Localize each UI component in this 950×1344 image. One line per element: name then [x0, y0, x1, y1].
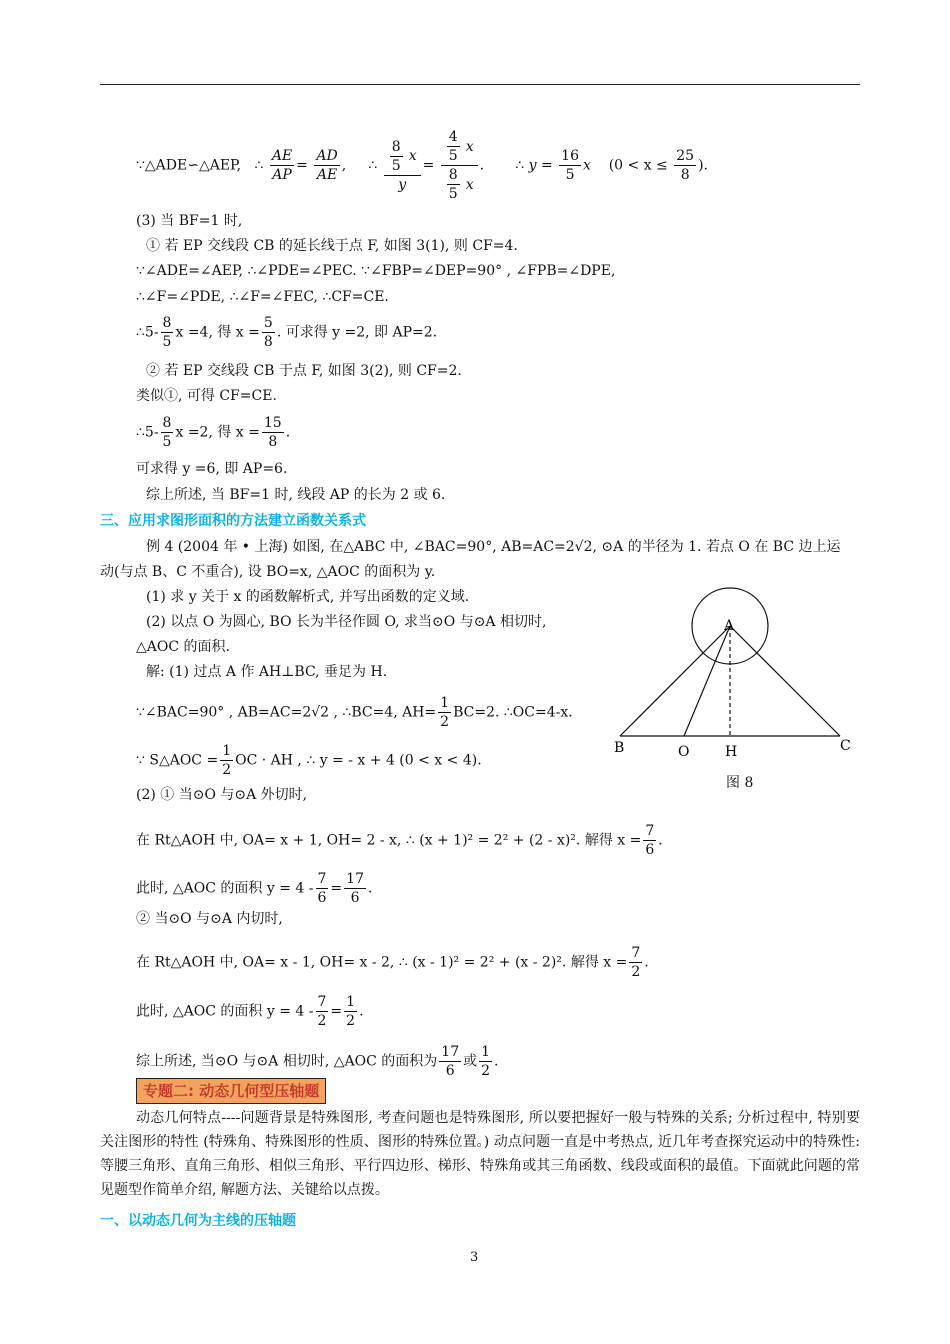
den: [441, 166, 478, 203]
num: 1: [481, 1044, 491, 1060]
figure-caption: 图 8: [726, 775, 754, 791]
text: .: [359, 1003, 364, 1020]
fraction: [479, 1043, 492, 1080]
text-line: △AOC 的面积.: [136, 639, 230, 655]
num: 1: [440, 695, 450, 711]
text: ∵∠BAC=90° , AB=AC=2√2 , ∴BC=4, AH=: [136, 704, 437, 721]
var: x: [408, 148, 417, 164]
num: 1: [346, 994, 356, 1010]
topic-title: 专题二: 动态几何型压轴题: [136, 1078, 326, 1104]
similarity-line: ∵△ADE∽△AEP, ∴ $\frac{AE}{AP}$ = $\frac{AD}{AE}$ , ∴ $\frac{8}{5}$ x y = $\frac{4}{5}$ x $\frac{8}{5}$ x . ∴ y = $\frac{16}{5}$ x (0 < x ≤ $\frac{25}{8}$ ).: [136, 129, 708, 202]
text-line: [136, 742, 482, 779]
side-ab: [620, 626, 730, 736]
section-heading: 一、以动态几何为主线的压轴题: [100, 1213, 296, 1229]
fraction: [439, 1043, 461, 1080]
text: ).: [698, 157, 708, 174]
text: .: [658, 832, 663, 849]
text-line: 例 4 (2004 年 • 上海) 如图, 在△ABC 中, ∠BAC=90°, AB=AC=2√2, ⊙A 的半径为 1. 若点 O 在 BC 边上运: [146, 539, 841, 555]
text-line: [136, 1043, 498, 1080]
text-line: (3) 当 BF=1 时,: [136, 213, 243, 229]
num: 7: [645, 823, 655, 839]
text: x =2, 得 x =: [175, 424, 260, 441]
text: =: [330, 880, 343, 897]
text-line: (2) ① 当⊙O 与⊙A 外切时,: [136, 787, 308, 803]
label-a: A: [724, 618, 735, 634]
text: ∴: [515, 157, 525, 174]
figure-8-diagram: [600, 580, 870, 800]
fraction: [161, 414, 174, 451]
text-line: ① 若 EP 交线段 CB 的延长线于点 F, 如图 3(1), 则 CF=4.: [146, 238, 518, 254]
text-line: ② 当⊙O 与⊙A 内切时,: [136, 911, 283, 927]
text-line: (2) 以点 O 为圆心, BO 长为半径作圆 O, 求当⊙O 与⊙A 相切时,: [146, 614, 547, 630]
text-line: (1) 求 y 关于 x 的函数解析式, 并写出函数的定义域.: [146, 589, 470, 605]
text: OC · AH , ∴ y = - x + 4 (0 < x < 4).: [235, 752, 482, 769]
fraction: [316, 870, 329, 907]
den: 2: [631, 964, 641, 980]
den: 5: [448, 148, 458, 164]
text: 在 Rt△AOH 中, OA= x + 1, OH= 2 - x, ∴ (x + 1)² = 2² + (2 - x)². 解得 x =: [136, 832, 642, 849]
den: 6: [317, 890, 327, 906]
num: 8: [391, 138, 401, 155]
den: 6: [645, 842, 655, 858]
den: 8: [263, 334, 273, 350]
num: 7: [631, 945, 641, 961]
page-number: 3: [470, 1250, 479, 1265]
den: 5: [448, 186, 458, 202]
num: 17: [346, 871, 364, 887]
text: ∵△ADE∽△AEP,: [136, 157, 242, 174]
text: .: [367, 880, 373, 897]
text-line: ∵∠ADE=∠AEP, ∴∠PDE=∠PEC. ∵∠FBP=∠DEP=90° , ∠FPB=∠DPE,: [136, 263, 616, 279]
text-line: ② 若 EP 交线段 CB 于点 F, 如图 3(2), 则 CF=2.: [146, 363, 462, 379]
num: 4: [448, 129, 458, 145]
text: .: [285, 424, 291, 441]
fraction: [161, 314, 174, 351]
label-h: H: [725, 744, 738, 760]
den: AP: [272, 167, 292, 183]
var: x: [465, 176, 474, 193]
den: 2: [317, 1013, 327, 1029]
den: 5: [391, 157, 401, 174]
fraction: [643, 822, 656, 859]
num: 7: [317, 871, 327, 887]
fraction: [270, 147, 294, 184]
var: x: [465, 138, 474, 155]
text: y =: [528, 157, 553, 174]
segment-ao: [684, 626, 730, 736]
text: 此时, △AOC 的面积 y = 4 -: [136, 880, 314, 897]
fraction: [344, 870, 366, 907]
header-rule: [100, 84, 860, 85]
text: .: [494, 1053, 499, 1070]
text: ∴: [368, 157, 378, 174]
text: ∵ S△AOC =: [136, 752, 219, 769]
den: 2: [222, 762, 232, 778]
num: AE: [271, 148, 293, 164]
num: 5: [263, 315, 273, 331]
fraction: [220, 742, 233, 779]
num: 25: [676, 148, 695, 164]
text-line: [136, 822, 663, 859]
num: AD: [316, 148, 338, 164]
den: 2: [346, 1013, 356, 1029]
text: ∴5-: [136, 424, 159, 441]
text: 或: [463, 1053, 478, 1070]
text-line: [136, 414, 290, 451]
text-line: [136, 993, 364, 1030]
text-line: 解: (1) 过点 A 作 AH⊥BC, 垂足为 H.: [146, 664, 388, 680]
label-o: O: [678, 744, 690, 760]
text: 此时, △AOC 的面积 y = 4 -: [136, 1003, 314, 1020]
fraction: [344, 993, 357, 1030]
den: 6: [445, 1063, 455, 1079]
fraction: [262, 314, 275, 351]
text: .: [644, 954, 649, 971]
fraction: [384, 138, 421, 194]
text-line: 综上所述, 当 BF=1 时, 线段 AP 的长为 2 或 6.: [146, 487, 446, 503]
num: 17: [441, 1044, 460, 1060]
side-ac: [730, 626, 840, 736]
den: 6: [350, 890, 360, 906]
text: ∴5-: [136, 324, 159, 341]
den: 5: [162, 434, 172, 450]
text: BC=2. ∴OC=4-x.: [453, 704, 573, 721]
text-line: [136, 694, 573, 731]
text: 在 Rt△AOH 中, OA= x - 1, OH= x - 2, ∴ (x - 1)² = 2² + (x - 2)². 解得 x =: [136, 954, 628, 971]
fraction: [674, 147, 696, 184]
num: 1: [222, 743, 232, 759]
fraction: [262, 414, 284, 451]
text: 综上所述, 当⊙O 与⊙A 相切时, △AOC 的面积为: [136, 1053, 438, 1070]
text-line: ∴∠F=∠PDE, ∴∠F=∠FEC, ∴CF=CE.: [136, 289, 389, 305]
fraction: [629, 944, 642, 981]
text-line: [136, 870, 372, 907]
text: ∴: [254, 157, 264, 174]
fraction: [441, 128, 478, 203]
text-line: 动(与点 B、C 不重合), 设 BO=x, △AOC 的面积为 y.: [100, 564, 436, 580]
num: 8: [162, 415, 172, 431]
text-line: [136, 314, 437, 351]
fraction: [316, 993, 329, 1030]
den: 2: [481, 1063, 491, 1079]
num: 7: [317, 994, 327, 1010]
den: 5: [565, 167, 575, 183]
den: y: [398, 176, 407, 193]
text-line: 类似①, 可得 CF=CE.: [136, 388, 277, 404]
fraction: [445, 128, 462, 165]
num: 15: [263, 415, 282, 431]
intro-paragraph: 动态几何特点----问题背景是特殊图形, 考查问题也是特殊图形, 所以要把握好一般与特殊的关系; 分析过程中, 特别要关注图形的特性 (特殊角、特殊图形的性质、图形的特殊位置。) 动点问题一直是中考热点, 近几年考查探究运动中的特殊性: 等腰三角形、直角三角形、相似三角形、平行四边形、梯形、特殊角或其三角函数、线段或面积的最值。下面就此问题的常见题型作简单介绍, 解题方法、关键给以点拨。: [100, 1110, 860, 1198]
num: 8: [448, 167, 458, 183]
fraction: [314, 147, 339, 184]
den: 5: [162, 334, 172, 350]
label-b: B: [614, 740, 625, 756]
den: AE: [316, 167, 338, 183]
num: 8: [162, 315, 172, 331]
section-heading: 三、应用求图形面积的方法建立函数关系式: [100, 513, 366, 529]
den: 8: [680, 167, 690, 183]
text: x: [582, 157, 591, 174]
num: 16: [561, 148, 579, 164]
label-c: C: [840, 738, 851, 754]
den: 8: [268, 434, 278, 450]
den: 2: [440, 714, 450, 730]
num: [441, 128, 478, 166]
text: x =4, 得 x =: [175, 324, 260, 341]
fraction: [388, 138, 405, 175]
fraction: [559, 147, 581, 184]
text-line: 可求得 y =6, 即 AP=6.: [136, 461, 288, 477]
num: [384, 138, 421, 176]
text: . 可求得 y =2, 即 AP=2.: [276, 324, 438, 341]
fraction: [445, 166, 462, 203]
text-line: [136, 944, 649, 981]
text: =: [330, 1003, 343, 1020]
fraction: [438, 694, 451, 731]
text: (0 < x ≤: [608, 157, 668, 174]
